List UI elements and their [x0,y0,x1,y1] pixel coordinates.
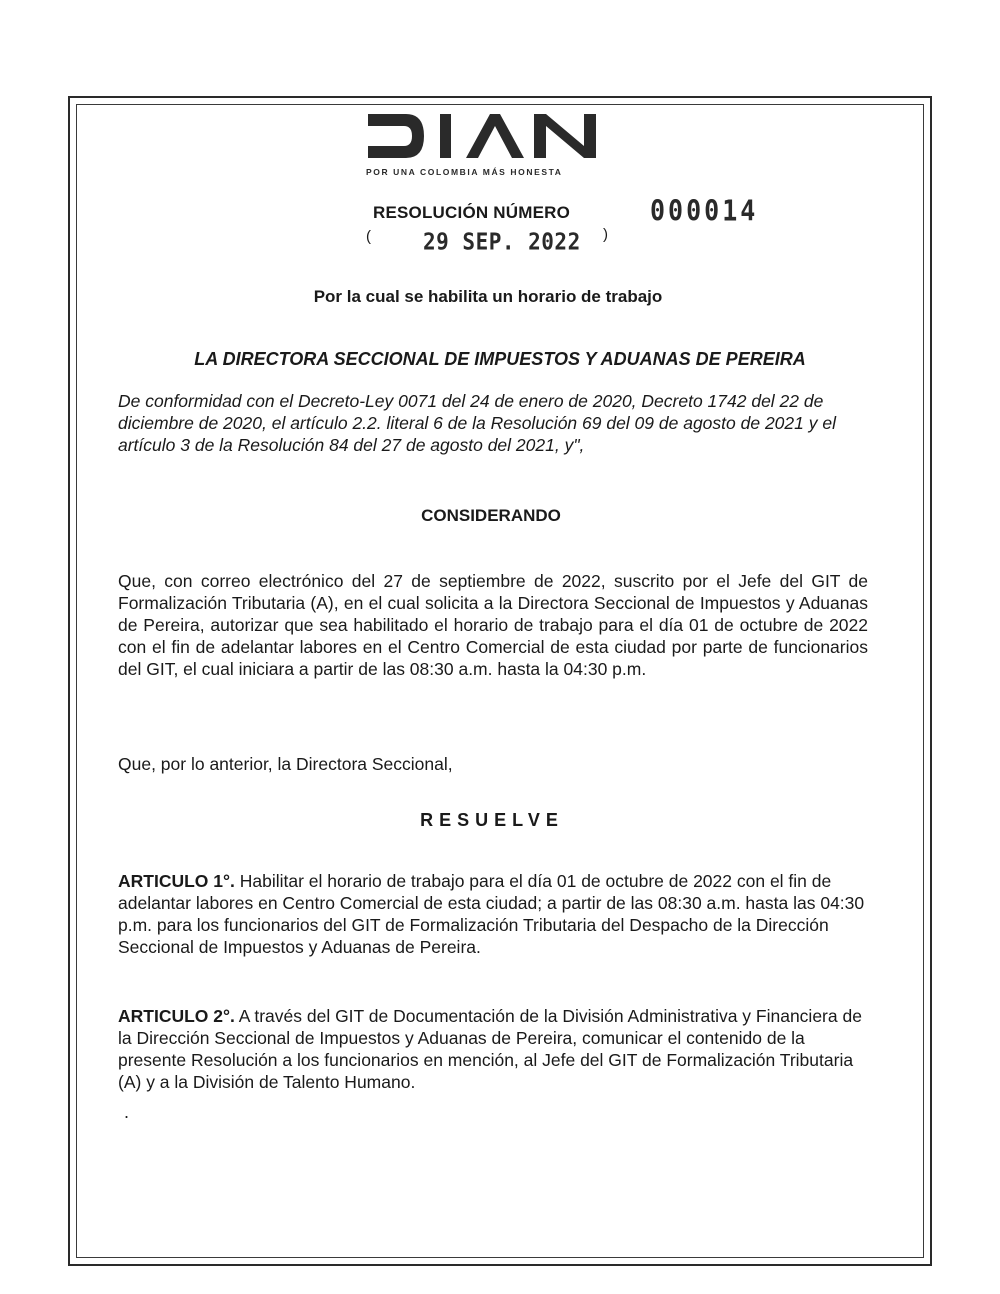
resolution-label: RESOLUCIÓN NÚMERO [373,203,571,222]
article-2-label: ARTICULO 2°. [118,1006,235,1026]
dian-slogan: POR UNA COLOMBIA MÁS HONESTA [366,167,563,177]
stray-mark: . [124,1102,130,1122]
article-1 [118,870,868,958]
date-paren-open: ( [366,228,371,245]
resolution-date-stamp: 29 SEP. 2022 [423,228,581,256]
legal-basis-preamble: De conformidad con el Decreto-Ley 0071 del 24 de enero de 2020, Decreto 1742 del 22 de diciembre de 2020, el artículo 2.2. literal 6 de la Resolución 69 del 09 de agosto de 2021 y el artículo 3 de la Resolución 84 del 27 de agosto del 2021, y", [118,391,836,455]
resuelve-heading: RESUELVE [420,810,564,830]
article-2-text: A través del GIT de Documentación de la División Administrativa y Financiera de la Dirección Seccional de Impuestos y Aduanas de Pereira, comunicar el contenido de la presente Resolución a los funcionarios en mención, al Jefe del GIT de Formalización Tributaria (A) y a la División de Talento Humano. [118,1006,862,1092]
resolution-number: 000014 [650,193,759,228]
article-1-label: ARTICULO 1°. [118,871,235,891]
considerando-paragraph: Que, con correo electrónico del 27 de septiembre de 2022, suscrito por el Jefe del GIT de Formalización Tributaria (A), en el cual solicita a la Directora Seccional de Impuestos y Aduanas de Pereira, autorizar que sea habilitado el horario de trabajo para el día 01 de octubre de 2022 con el fin de adelantar labores en el Centro Comercial de esta ciudad por parte de funcionarios del GIT, el cual iniciara a partir de las 08:30 a.m. hasta la 04:30 p.m. [118,571,868,679]
considerando-heading: CONSIDERANDO [421,506,561,525]
issuing-authority: LA DIRECTORA SECCIONAL DE IMPUESTOS Y ADUANAS DE PEREIRA [194,349,806,369]
article-2 [118,1005,868,1093]
considerando-paragraph: Que, por lo anterior, la Directora Seccional, [118,754,453,774]
dian-logo [366,108,606,164]
resolution-subject: Por la cual se habilita un horario de trabajo [313,287,663,306]
article-1-text: Habilitar el horario de trabajo para el día 01 de octubre de 2022 con el fin de adelantar labores en Centro Comercial de esta ciudad; a partir de las 08:30 a.m. hasta las 04:30 p.m. para los funcionarios del GIT de Formalización Tributaria del Despacho de la Dirección Seccional de Impuestos y Aduanas de Pereira. [118,871,865,957]
date-paren-close: ) [603,226,608,243]
